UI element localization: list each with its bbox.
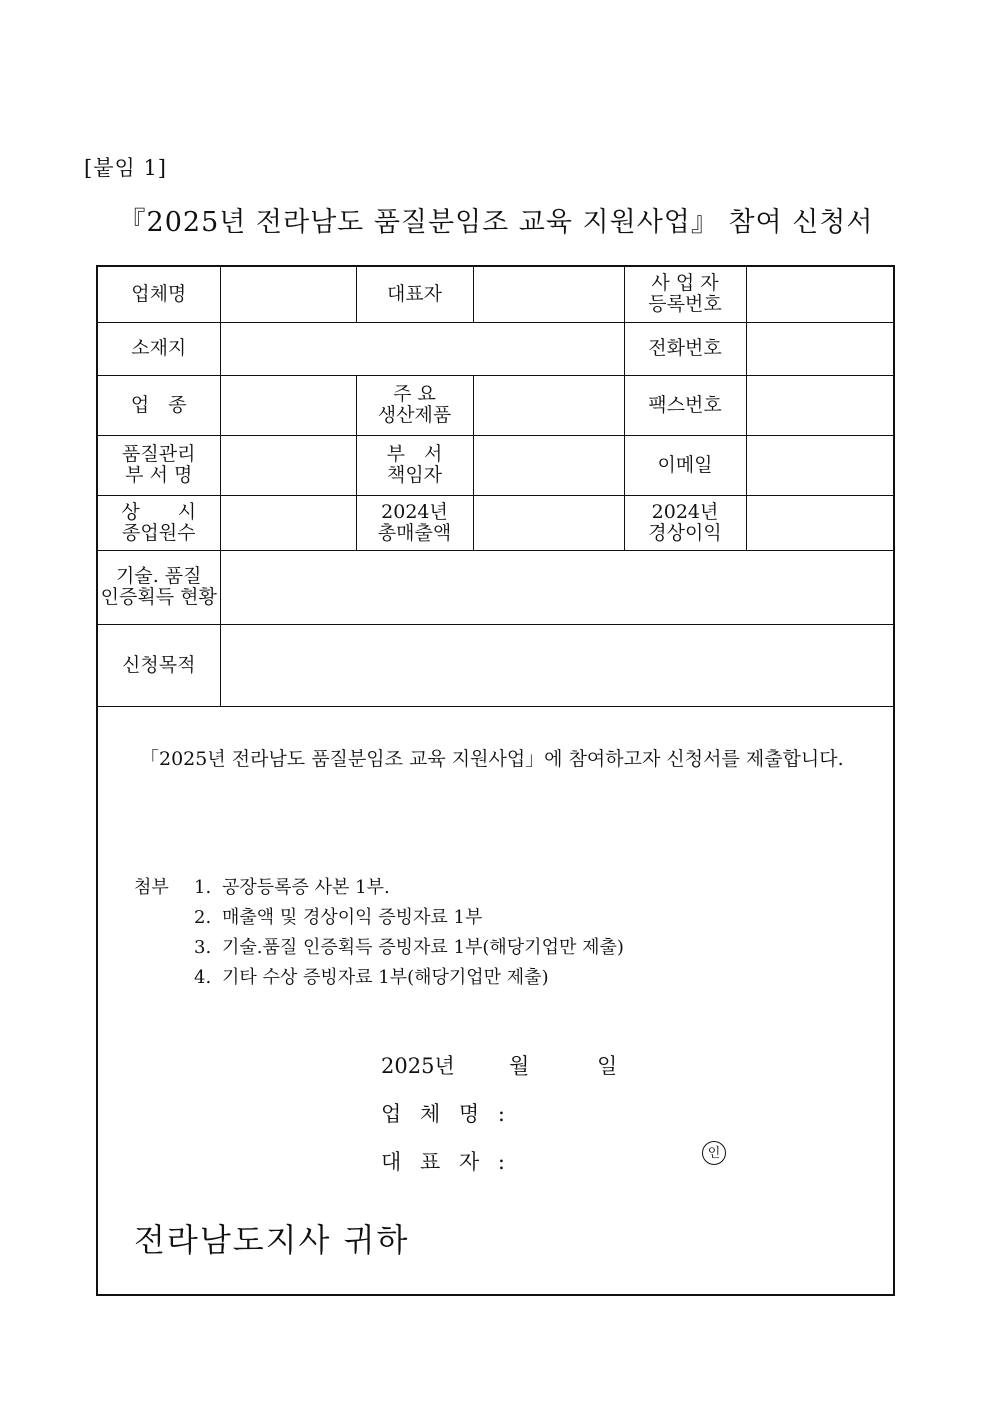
sales-label-line2: 총매출액 xyxy=(377,521,452,544)
employees-label xyxy=(98,495,220,550)
row-employees xyxy=(98,495,893,550)
employees-field[interactable] xyxy=(220,495,356,550)
date-line xyxy=(381,1041,617,1089)
attachment-item xyxy=(134,873,624,903)
sales-field[interactable] xyxy=(473,495,624,550)
dept-head-label xyxy=(356,435,473,495)
main-products-label-line2: 생산제품 xyxy=(377,404,452,426)
date-month: 월 xyxy=(509,1054,530,1078)
attachment-text: 기술.품질 인증획득 증빙자료 1부(해당기업만 제출) xyxy=(222,937,624,958)
industry-field[interactable] xyxy=(220,375,356,435)
row-qc-dept xyxy=(98,435,893,495)
profit-label xyxy=(624,495,746,550)
main-products-label-line1: 주 요 xyxy=(393,383,436,405)
phone-field[interactable] xyxy=(746,322,893,375)
purpose-field[interactable] xyxy=(220,624,893,706)
company-name-label: 업체명 xyxy=(98,267,220,322)
profit-label-line2: 경상이익 xyxy=(648,521,722,544)
certifications-label xyxy=(98,550,220,624)
main-products-label xyxy=(356,375,473,435)
sales-label-line1: 2024년 xyxy=(381,500,448,523)
location-field[interactable] xyxy=(220,322,624,375)
email-label: 이메일 xyxy=(624,435,746,495)
qc-dept-label xyxy=(98,435,220,495)
attachment-item xyxy=(134,933,624,963)
attachment-text: 공장등록증 사본 1부. xyxy=(222,877,390,898)
employees-label-line2: 종업원수 xyxy=(122,521,196,544)
qc-dept-label-line2: 부 서 명 xyxy=(125,464,193,486)
attachment-num: 2. xyxy=(194,907,212,928)
application-form-table xyxy=(98,267,893,707)
addressee: 전라남도지사 귀하 xyxy=(134,1221,410,1259)
rep-sign-label: 대 표 자 : xyxy=(381,1150,511,1174)
biz-reg-no-label-line2: 등록번호 xyxy=(648,293,722,316)
profit-label-line1: 2024년 xyxy=(651,500,719,523)
profit-field[interactable] xyxy=(746,495,893,550)
signature-block xyxy=(381,1041,617,1185)
attachment-label: [붙임 1] xyxy=(84,156,167,180)
attachment-num: 3. xyxy=(194,937,212,958)
certifications-label-line2: 인증획득 현황 xyxy=(100,586,217,608)
main-products-field[interactable] xyxy=(473,375,624,435)
representative-label: 대표자 xyxy=(356,267,473,322)
industry-label: 업 종 xyxy=(98,375,220,435)
row-certifications xyxy=(98,550,893,624)
dept-head-field[interactable] xyxy=(473,435,624,495)
phone-label: 전화번호 xyxy=(624,322,746,375)
sales-label xyxy=(356,495,473,550)
attachment-head: 첨부 xyxy=(134,877,169,898)
row-industry xyxy=(98,375,893,435)
company-sign-line xyxy=(381,1089,617,1137)
attachment-item xyxy=(134,963,624,993)
rep-sign-line xyxy=(381,1137,617,1185)
declaration-text: 「2025년 전라남도 품질분임조 교육 지원사업」에 참여하고자 신청서를 제출합니다. xyxy=(140,748,844,770)
attachment-list xyxy=(134,873,624,993)
seal-mark: 인 xyxy=(702,1141,726,1165)
company-name-field[interactable] xyxy=(220,267,356,322)
dept-head-label-line2: 책임자 xyxy=(386,464,443,486)
attachment-num: 4. xyxy=(194,967,212,988)
attachment-text: 매출액 및 경상이익 증빙자료 1부 xyxy=(222,907,483,928)
certifications-label-line1: 기술. 품질 xyxy=(116,565,202,587)
fax-field[interactable] xyxy=(746,375,893,435)
fax-label: 팩스번호 xyxy=(624,375,746,435)
attachment-num: 1. xyxy=(194,877,212,898)
row-purpose xyxy=(98,624,893,706)
biz-reg-no-field[interactable] xyxy=(746,267,893,322)
location-label: 소재지 xyxy=(98,322,220,375)
application-form-frame xyxy=(96,265,895,1296)
email-field[interactable] xyxy=(746,435,893,495)
qc-dept-label-line1: 품질관리 xyxy=(122,443,196,465)
date-day: 일 xyxy=(597,1054,618,1078)
representative-field[interactable] xyxy=(473,267,624,322)
biz-reg-no-label xyxy=(624,267,746,322)
employees-label-line1: 상 시 xyxy=(121,500,197,523)
company-sign-label: 업 체 명 : xyxy=(381,1102,511,1126)
dept-head-label-line1: 부 서 xyxy=(386,443,443,465)
row-company xyxy=(98,267,893,322)
row-location xyxy=(98,322,893,375)
attachment-item xyxy=(134,903,624,933)
biz-reg-no-label-line1: 사 업 자 xyxy=(651,272,719,295)
attachment-text: 기타 수상 증빙자료 1부(해당기업만 제출) xyxy=(222,967,549,988)
date-year: 2025년 xyxy=(381,1054,455,1078)
certifications-field[interactable] xyxy=(220,550,893,624)
purpose-label: 신청목적 xyxy=(98,624,220,706)
document-title: 『2025년 전라남도 품질분임조 교육 지원사업』 참여 신청서 xyxy=(118,207,874,238)
qc-dept-field[interactable] xyxy=(220,435,356,495)
